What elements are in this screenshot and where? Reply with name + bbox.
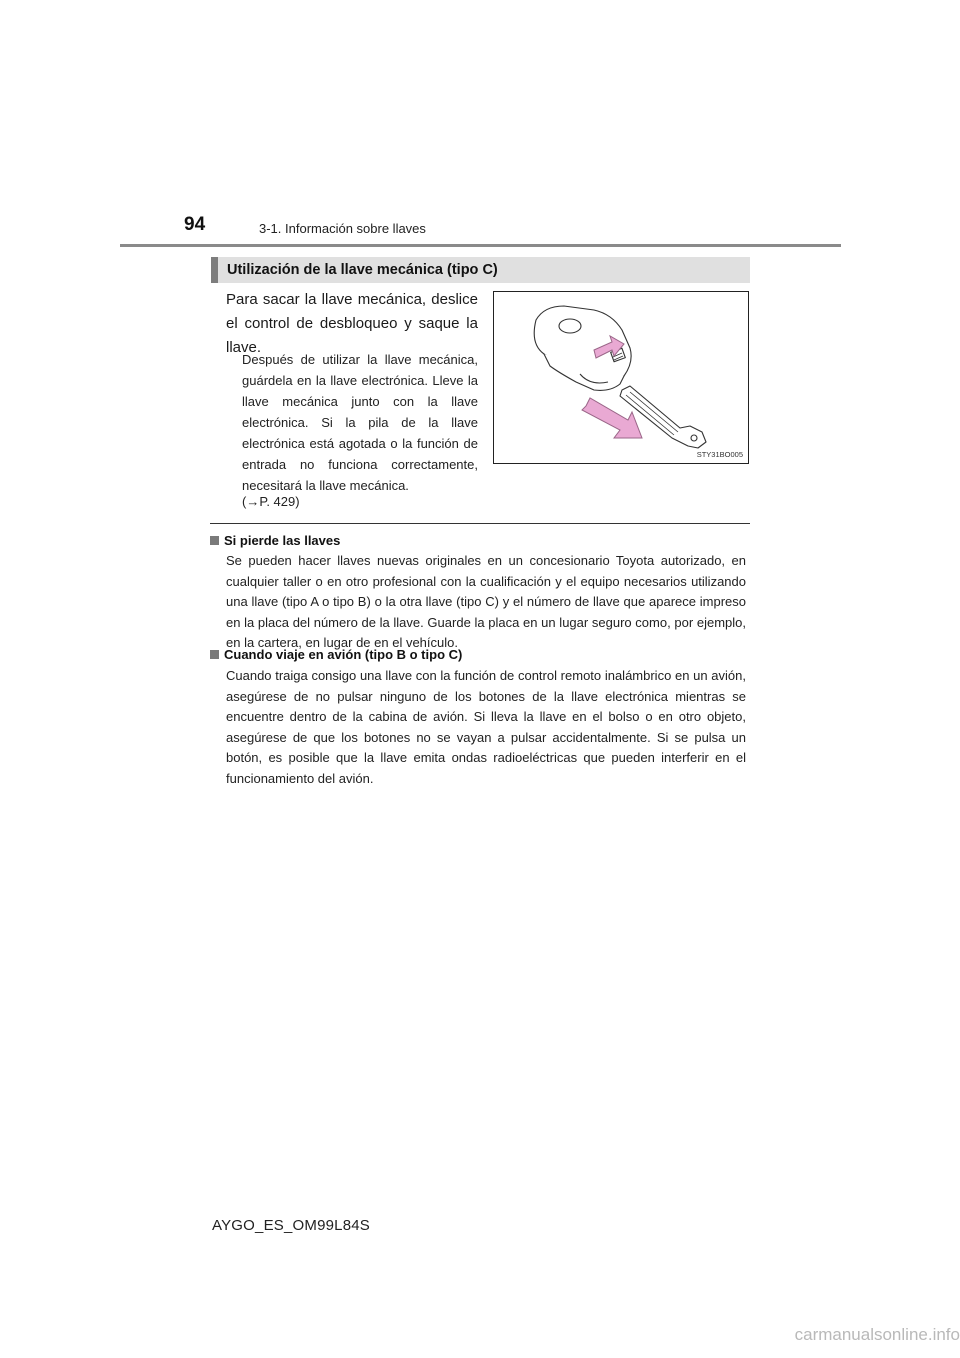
page-reference-link[interactable]: (→P. 429)	[242, 494, 300, 509]
intro-paragraph: Para sacar la llave mecánica, deslice el control de desbloqueo y saque la llave.	[226, 291, 478, 356]
watermark: carmanualsonline.info	[794, 1325, 960, 1344]
square-bullet-icon	[210, 536, 219, 545]
page-number: 94	[184, 214, 206, 235]
section-heading-bar	[211, 257, 750, 283]
section-heading-accent	[211, 257, 218, 283]
section-title: 3-1. Información sobre llaves	[259, 221, 426, 236]
key-hole	[691, 435, 697, 441]
key-fob-button	[559, 319, 581, 333]
header-rule	[120, 244, 841, 247]
info-title-lost-keys	[210, 532, 340, 550]
square-bullet-icon	[210, 650, 219, 659]
manual-code: AYGO_ES_OM99L84S	[212, 1217, 371, 1234]
info-title-text: Si pierde las llaves	[224, 533, 341, 548]
mechanical-key-figure	[493, 291, 749, 464]
intro-note: Después de utilizar la llave mecánica, guárdela en la llave electrónica. Lleve la llave mecánica junto con la llave electrónica. Si la pila de la llave electrónica está agotada o la función de entrada no funciona correctamente, necesitará la llave mecánica.	[242, 352, 478, 493]
info-body-air-travel: Cuando traiga consigo una llave con la función de control remoto inalámbrico en un avión, asegúrese de no pulsar ninguno de los botones de la llave electrónica mientras se encuentre dentro de la cabina de avión. Si lleva la llave en el bolso o en otro objeto, asegúrese de que los botones no se vayan a pulsar accidentalmente. Si se pulsa un botón, es posible que la llave emita ondas radioeléctricas que pueden interferir en el funcionamiento del avión.	[226, 668, 746, 786]
section-heading: Utilización de la llave mecánica (tipo C)	[227, 262, 498, 278]
info-title-air-travel	[210, 646, 462, 664]
key-illustration	[494, 292, 748, 463]
figure-code: STY31BO005	[696, 450, 743, 459]
info-body-lost-keys: Se pueden hacer llaves nuevas originales en un concesionario Toyota autorizado, en cualquier taller o en otro profesional con la cualificación y el equipo necesarios utilizando una llave (tipo A o tipo B) o la otra llave (tipo C) y el número de llave que aparece impreso en la placa del número de la llave. Guarde la placa en un lugar seguro como, por ejemplo, en la cartera, en lugar de en el vehículo.	[226, 553, 746, 650]
info-title-text: Cuando viaje en avión (tipo B o tipo C)	[224, 647, 463, 662]
section-divider	[210, 523, 750, 524]
